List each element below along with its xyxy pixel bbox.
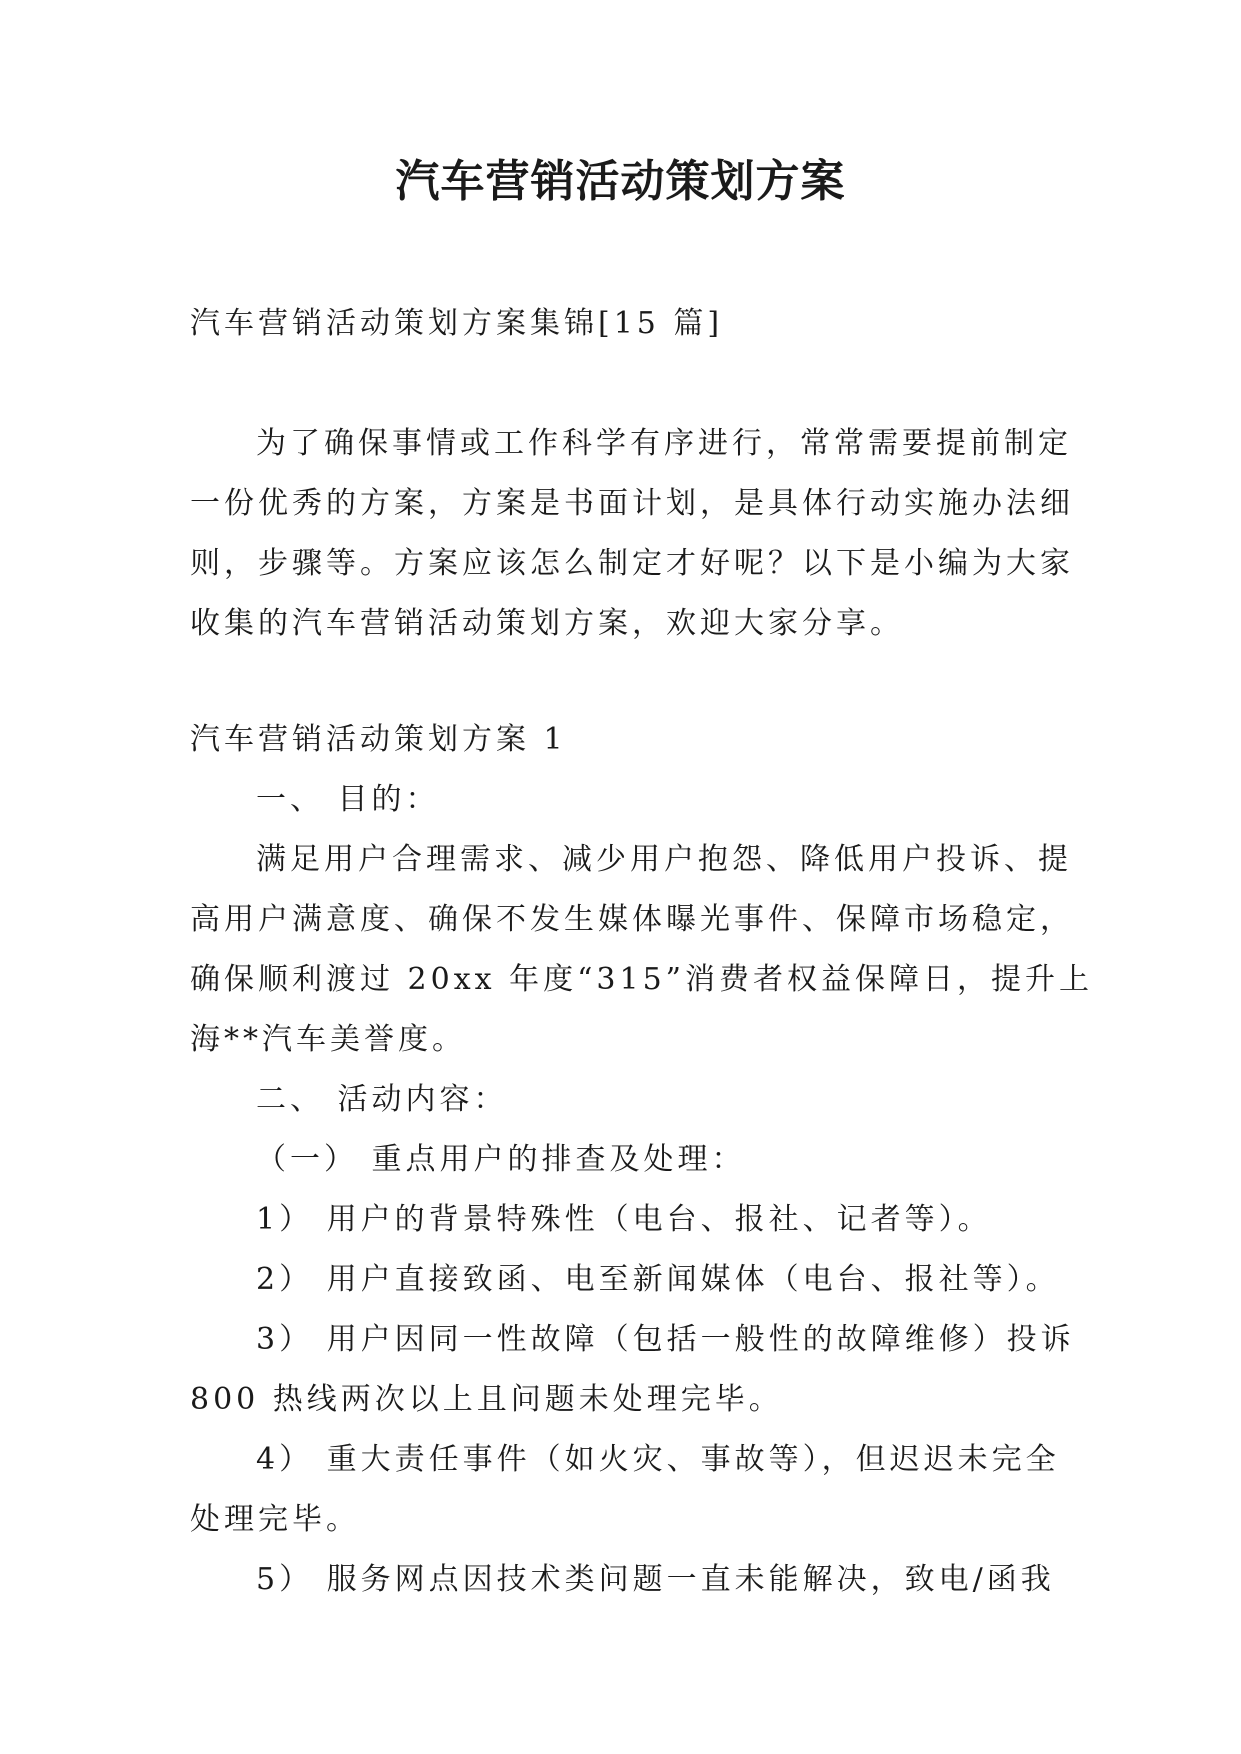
list-item-continuation: 处理完毕。 — [190, 1502, 360, 1537]
collection-subtitle: 汽车营销活动策划方案集锦[15 篇] — [190, 306, 724, 341]
list-item: 5） 服务网点因技术类问题一直未能解决，致电/函我 — [256, 1562, 1055, 1597]
purpose-line: 海**汽车美誉度。 — [190, 1022, 466, 1057]
document-title: 汽车营销活动策划方案 — [395, 156, 846, 207]
list-item-continuation: 800 热线两次以上且问题未处理完毕。 — [190, 1382, 783, 1417]
list-item: 2） 用户直接致函、电至新闻媒体（电台、报社等）。 — [256, 1262, 1060, 1297]
activity-list — [190, 1190, 1075, 1610]
intro-line: 收集的汽车营销活动策划方案，欢迎大家分享。 — [190, 606, 904, 641]
purpose-line: 确保顺利渡过 20xx 年度“315”消费者权益保障日，提升上 — [190, 962, 1094, 997]
intro-paragraph — [190, 414, 1074, 654]
intro-line: 为了确保事情或工作科学有序进行，常常需要提前制定 — [256, 426, 1072, 461]
purpose-line: 满足用户合理需求、减少用户抱怨、降低用户投诉、提 — [256, 842, 1072, 877]
activity-heading: 二、 活动内容： — [256, 1082, 508, 1117]
purpose-paragraph — [190, 830, 1094, 1070]
activity-subheading: （一） 重点用户的排查及处理： — [256, 1142, 746, 1177]
purpose-heading: 一、 目的： — [256, 782, 440, 817]
intro-line: 则，步骤等。方案应该怎么制定才好呢？以下是小编为大家 — [190, 546, 1074, 581]
intro-line: 一份优秀的方案，方案是书面计划，是具体行动实施办法细 — [190, 486, 1074, 521]
list-item: 3） 用户因同一性故障（包括一般性的故障维修）投诉 — [256, 1322, 1075, 1357]
purpose-line: 高用户满意度、确保不发生媒体曝光事件、保障市场稳定， — [190, 902, 1074, 937]
section-title: 汽车营销活动策划方案 1 — [190, 722, 567, 757]
document-body — [190, 294, 1094, 1610]
list-item: 4） 重大责任事件（如火灾、事故等），但迟迟未完全 — [256, 1442, 1060, 1477]
list-item: 1） 用户的背景特殊性（电台、报社、记者等）。 — [256, 1202, 992, 1237]
